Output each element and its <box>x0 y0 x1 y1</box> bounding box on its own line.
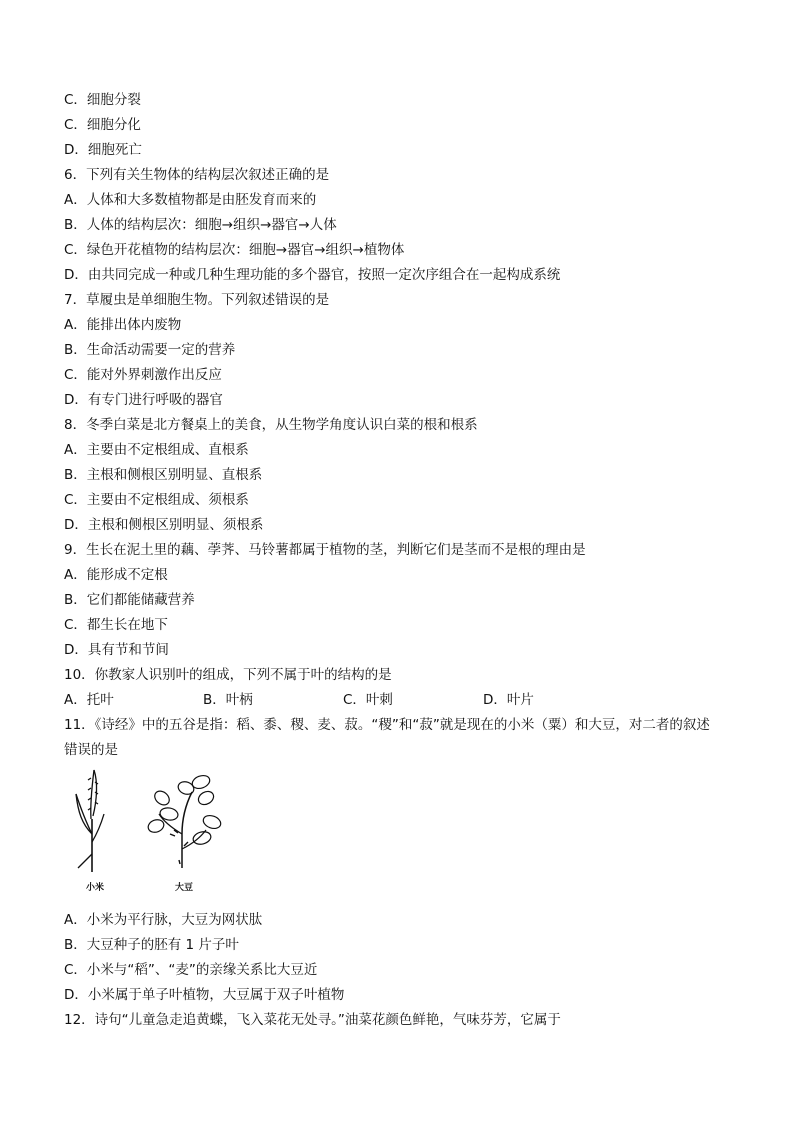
question-stem: 8．冬季白菜是北方餐桌上的美食，从生物学角度认识白菜的根和根系 <box>64 417 478 433</box>
option-line: C．小米与“稻”、“麦”的亲缘关系比大豆近 <box>64 962 318 978</box>
option-line: B．人体的结构层次：细胞→组织→器官→人体 <box>64 217 337 233</box>
option-line: D．具有节和节间 <box>64 642 169 658</box>
question-stem: 6．下列有关生物体的结构层次叙述正确的是 <box>64 167 330 183</box>
option-line: C．能对外界刺激作出反应 <box>64 367 222 383</box>
option-line: A．小米为平行脉，大豆为网状肽 <box>64 912 263 928</box>
option-line: A．人体和大多数植物都是由胚发育而来的 <box>64 192 317 208</box>
option-line: B．生命活动需要一定的营养 <box>64 342 236 358</box>
option-line: D．主根和侧根区别明显、须根系 <box>64 517 264 533</box>
option-line: A．能形成不定根 <box>64 567 168 583</box>
q10-options-row <box>64 692 744 708</box>
millet-label: 小米 <box>86 883 105 893</box>
option-line: C．细胞分裂 <box>64 92 141 108</box>
plant-illustration <box>64 764 244 894</box>
millet-drawing <box>76 770 104 872</box>
question-stem-continued: 错误的是 <box>64 742 118 758</box>
option-line: D．小米属于单子叶植物，大豆属于双子叶植物 <box>64 987 345 1003</box>
soybean-drawing <box>146 773 222 868</box>
question-stem: 9．生长在泥土里的藕、荸荠、马铃薯都属于植物的茎，判断它们是茎而不是根的理由是 <box>64 542 586 558</box>
question-stem: 11．《诗经》中的五谷是指：稻、黍、稷、麦、菽。“稷”和“菽”就是现在的小米（粟）和大豆，对二者的叙述 <box>64 717 710 733</box>
option-d: D．叶片 <box>483 692 534 708</box>
option-line: D．由共同完成一种或几种生理功能的多个器官，按照一定次序组合在一起构成系统 <box>64 267 561 283</box>
option-line: C．都生长在地下 <box>64 617 168 633</box>
option-line: A．主要由不定根组成、直根系 <box>64 442 249 458</box>
option-line: B．大豆种子的胚有 1 片子叶 <box>64 937 239 953</box>
option-b: B．叶柄 <box>203 692 253 708</box>
plant-figure <box>64 764 244 894</box>
option-c: C．叶刺 <box>343 692 393 708</box>
option-line: D．细胞死亡 <box>64 142 142 158</box>
soybean-label: 大豆 <box>175 883 194 893</box>
question-stem: 7．草履虫是单细胞生物。下列叙述错误的是 <box>64 292 330 308</box>
question-stem: 10．你教家人识别叶的组成，下列不属于叶的结构的是 <box>64 667 392 683</box>
option-line: C．细胞分化 <box>64 117 141 133</box>
question-stem: 12．诗句“儿童急走追黄蝶，飞入菜花无处寻。”油菜花颜色鲜艳，气味芬芳，它属于 <box>64 1012 561 1028</box>
option-line: C．主要由不定根组成、须根系 <box>64 492 249 508</box>
option-line: B．主根和侧根区别明显、直根系 <box>64 467 263 483</box>
option-line: B．它们都能储藏营养 <box>64 592 195 608</box>
option-line: C．绿色开花植物的结构层次：细胞→器官→组织→植物体 <box>64 242 405 258</box>
option-line: A．能排出体内废物 <box>64 317 182 333</box>
option-a: A．托叶 <box>64 692 114 708</box>
option-line: D．有专门进行呼吸的器官 <box>64 392 223 408</box>
